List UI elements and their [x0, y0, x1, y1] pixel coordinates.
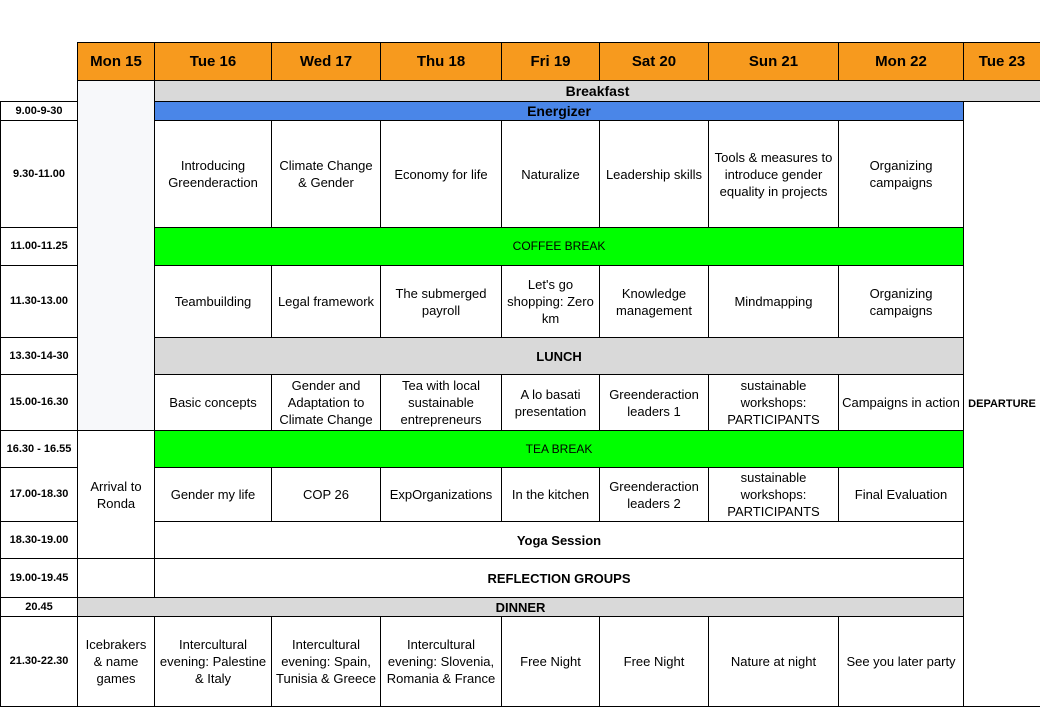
- day-header: Mon 22: [838, 42, 964, 81]
- session-cell: Organizing campaigns: [838, 265, 964, 338]
- session-cell: Greenderaction leaders 2: [599, 467, 709, 522]
- evening-cell: Free Night: [599, 616, 709, 707]
- time-slot: 16.30 - 16.55: [0, 430, 78, 468]
- session-cell: Tools & measures to introduce gender equality in projects: [708, 120, 839, 228]
- evening-cell: Free Night: [501, 616, 600, 707]
- session-cell: In the kitchen: [501, 467, 600, 522]
- day-header: Tue 23: [963, 42, 1040, 81]
- session-cell: sustainable workshops: PARTICIPANTS: [708, 467, 839, 522]
- departure-cell: DEPARTURE: [963, 101, 1040, 707]
- evening-cell: Icebrakers & name games: [77, 616, 155, 707]
- session-cell: Naturalize: [501, 120, 600, 228]
- day-header: Sun 21: [708, 42, 839, 81]
- session-cell: A lo basati presentation: [501, 374, 600, 431]
- evening-cell: Intercultural evening: Palestine & Italy: [154, 616, 272, 707]
- time-slot: 20.45: [0, 597, 78, 617]
- session-cell: Let's go shopping: Zero km: [501, 265, 600, 338]
- session-cell: sustainable workshops: PARTICIPANTS: [708, 374, 839, 431]
- coffee-break-row: COFFEE BREAK: [154, 227, 964, 266]
- day-header: Tue 16: [154, 42, 272, 81]
- time-slot: 15.00-16.30: [0, 374, 78, 431]
- time-slot: 17.00-18.30: [0, 467, 78, 522]
- session-cell: Basic concepts: [154, 374, 272, 431]
- evening-cell: Intercultural evening: Slovenia, Romania & France: [380, 616, 502, 707]
- evening-cell: Nature at night: [708, 616, 839, 707]
- session-cell: Mindmapping: [708, 265, 839, 338]
- day-header: Sat 20: [599, 42, 709, 81]
- evening-cell: Intercultural evening: Spain, Tunisia & Greece: [271, 616, 381, 707]
- session-cell: Introducing Greenderaction: [154, 120, 272, 228]
- time-slot: 18.30-19.00: [0, 521, 78, 559]
- session-cell: Legal framework: [271, 265, 381, 338]
- session-cell: Leadership skills: [599, 120, 709, 228]
- time-slot: 11.30-13.00: [0, 265, 78, 338]
- day-header: Fri 19: [501, 42, 600, 81]
- session-cell: Campaigns in action: [838, 374, 964, 431]
- session-cell: ExpOrganizations: [380, 467, 502, 522]
- yoga-row: Yoga Session: [154, 521, 964, 559]
- session-cell: Gender and Adaptation to Climate Change: [271, 374, 381, 431]
- time-slot: 9.00-9-30: [0, 101, 78, 121]
- time-slot: 13.30-14-30: [0, 337, 78, 375]
- session-cell: Knowledge management: [599, 265, 709, 338]
- time-slot: 21.30-22.30: [0, 616, 78, 707]
- session-cell: Climate Change & Gender: [271, 120, 381, 228]
- reflection-row: REFLECTION GROUPS: [154, 558, 964, 598]
- time-slot: 19.00-19.45: [0, 558, 78, 598]
- session-cell: Teambuilding: [154, 265, 272, 338]
- arrival-cell: Arrival to Ronda: [77, 430, 155, 559]
- session-cell: COP 26: [271, 467, 381, 522]
- session-cell: Final Evaluation: [838, 467, 964, 522]
- session-cell: The submerged payroll: [380, 265, 502, 338]
- dinner-row: DINNER: [77, 597, 964, 617]
- time-slot: 9.30-11.00: [0, 120, 78, 228]
- time-slot: 11.00-11.25: [0, 227, 78, 266]
- energizer-row: Energizer: [154, 101, 964, 121]
- session-cell: Economy for life: [380, 120, 502, 228]
- session-cell: Organizing campaigns: [838, 120, 964, 228]
- lunch-row: LUNCH: [154, 337, 964, 375]
- mon15-empty-block: [77, 80, 155, 431]
- day-header: Mon 15: [77, 42, 155, 81]
- session-cell: Tea with local sustainable entrepreneurs: [380, 374, 502, 431]
- evening-cell: See you later party: [838, 616, 964, 707]
- session-cell: Greenderaction leaders 1: [599, 374, 709, 431]
- day-header: Wed 17: [271, 42, 381, 81]
- session-cell: Gender my life: [154, 467, 272, 522]
- tea-break-row: TEA BREAK: [154, 430, 964, 468]
- day-header: Thu 18: [380, 42, 502, 81]
- breakfast-row: Breakfast: [154, 80, 1040, 102]
